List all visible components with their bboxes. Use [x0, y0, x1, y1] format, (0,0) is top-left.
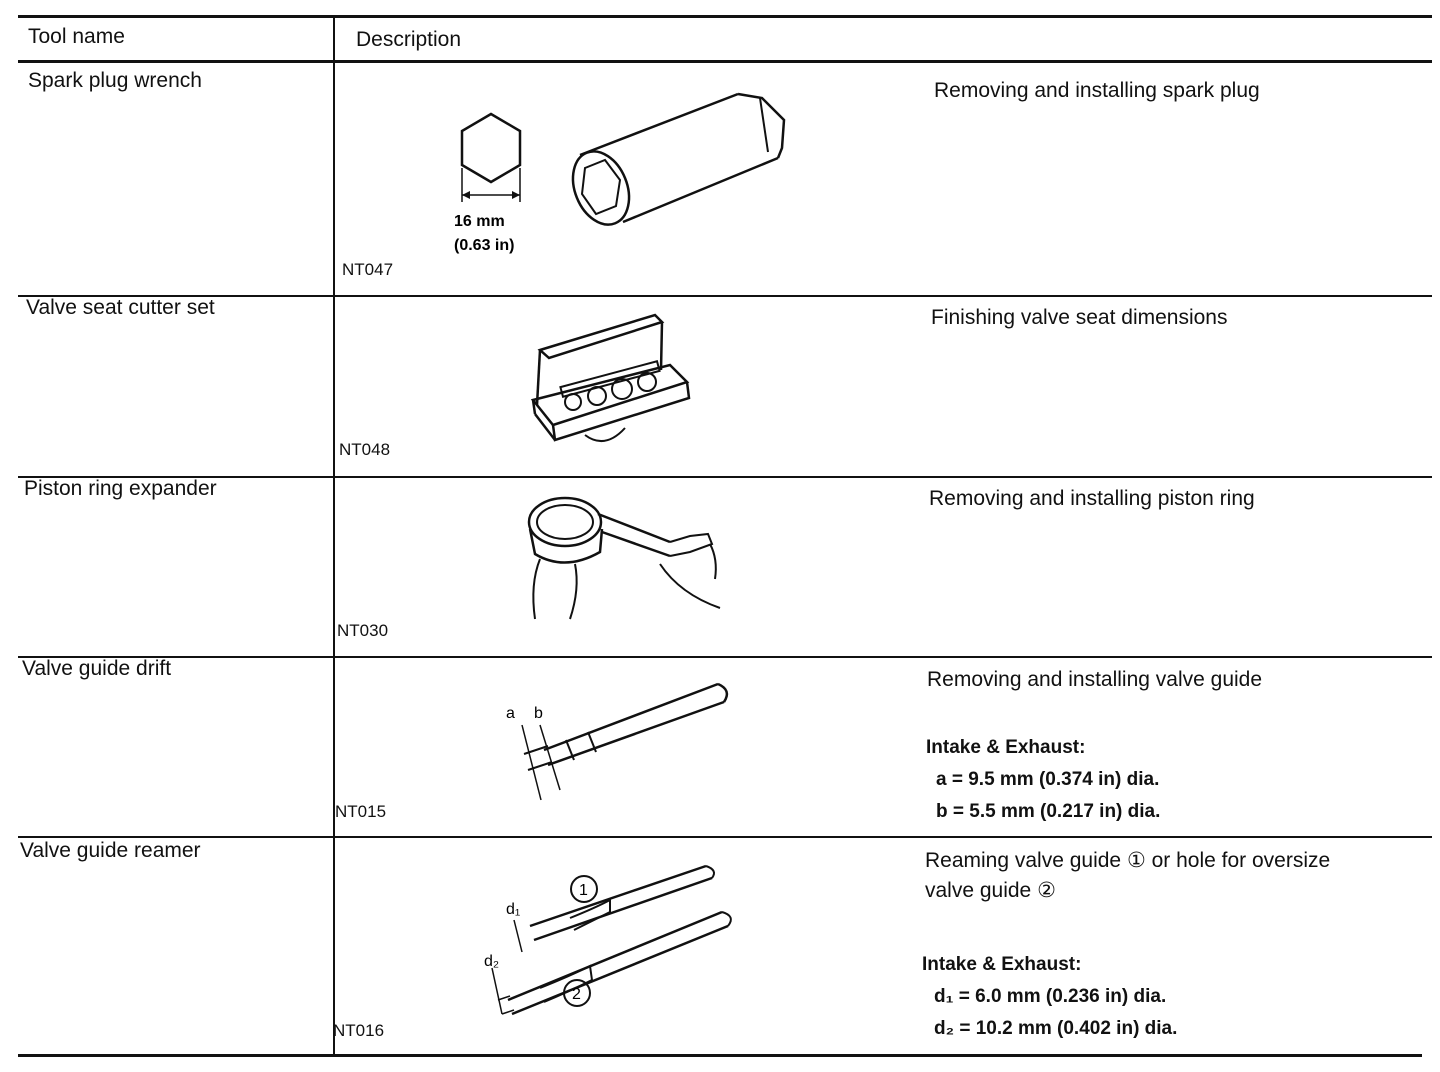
valve-seat-cutter-set-illustration: [525, 310, 695, 455]
tool-name-spark-plug-wrench: Spark plug wrench: [28, 69, 202, 92]
spec-title: Intake & Exhaust:: [926, 737, 1086, 758]
valve-guide-drift-illustration: [496, 680, 736, 810]
row-divider: [18, 656, 1432, 658]
figure-code: NT016: [333, 1021, 385, 1040]
tool-description: Removing and installing valve guide: [927, 668, 1263, 691]
tool-name-valve-guide-reamer: Valve guide reamer: [20, 839, 201, 862]
row-divider: [18, 836, 1432, 838]
tool-name-piston-ring-expander: Piston ring expander: [24, 477, 217, 500]
label-d1: d₁: [506, 901, 521, 918]
label-b: b: [534, 705, 543, 722]
row-divider: [18, 476, 1432, 478]
tool-name-valve-guide-drift: Valve guide drift: [22, 657, 172, 680]
header-tool-name: Tool name: [28, 25, 125, 48]
callout-1-label: 1: [579, 882, 588, 899]
spec-line: d₁ = 6.0 mm (0.236 in) dia.: [934, 986, 1167, 1007]
tool-description: Removing and installing piston ring: [929, 487, 1255, 510]
spec-block: [926, 732, 1160, 828]
spec-line: b = 5.5 mm (0.217 in) dia.: [936, 801, 1161, 822]
label-a: a: [506, 705, 515, 722]
table-bottom-rule: [18, 1054, 1422, 1057]
figure-code: NT015: [335, 802, 387, 821]
figure-code: NT048: [339, 440, 391, 459]
spec-line: d₂ = 10.2 mm (0.402 in) dia.: [934, 1018, 1178, 1039]
valve-guide-reamer-illustration: [470, 860, 740, 1020]
figure-code: NT047: [342, 260, 394, 279]
spec-line: a = 9.5 mm (0.374 in) dia.: [936, 769, 1160, 790]
callout-2-label: 2: [572, 986, 581, 1003]
tool-name-valve-seat-cutter-set: Valve seat cutter set: [26, 296, 215, 319]
header-description: Description: [356, 28, 462, 51]
tool-description: Finishing valve seat dimensions: [931, 306, 1228, 329]
dimension-in-label: (0.63 in): [454, 237, 515, 254]
tool-description-line: valve guide ②: [925, 879, 1056, 902]
header-rule: [18, 60, 1432, 63]
dimension-mm-label: 16 mm: [454, 213, 505, 230]
label-d2: d₂: [484, 953, 500, 970]
spec-block: [922, 949, 1177, 1045]
column-divider: [333, 15, 335, 1055]
row-divider: [18, 295, 1432, 297]
spec-title: Intake & Exhaust:: [922, 954, 1082, 975]
spark-plug-wrench-illustration: [440, 80, 820, 265]
tool-description: Removing and installing spark plug: [934, 79, 1260, 102]
tool-description-line: Reaming valve guide ① or hole for oversize: [925, 849, 1331, 872]
table-top-rule: [18, 15, 1432, 18]
piston-ring-expander-illustration: [520, 484, 730, 619]
figure-code: NT030: [337, 621, 389, 640]
